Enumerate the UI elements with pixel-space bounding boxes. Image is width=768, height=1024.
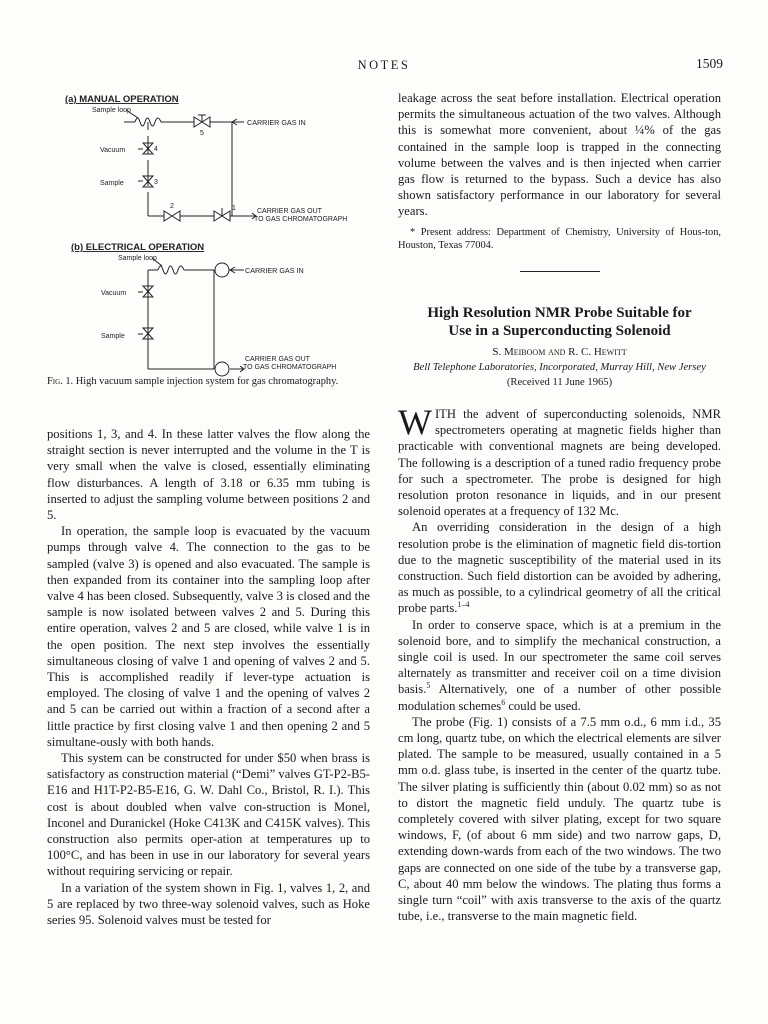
article-paragraph-2	[398, 519, 721, 616]
article-affiliation: Bell Telephone Laboratories, Incorporated, Murray Hill, New Jersey	[413, 362, 706, 373]
panel-b-to-gc-label: TO GAS CHROMATOGRAPH	[243, 364, 337, 371]
left-paragraph-4: In a variation of the system shown in Fig. 1, valves 1, 2, and 5 are replaced by two three-way solenoid valves, such as Hoke series 95. Solenoid valves must be tested for	[47, 880, 370, 928]
left-paragraph-3: This system can be constructed for under $50 when brass is satisfactory as construction material (“Demi” valves GT-P2-B5-E16 and H1T-P2-B5-E16, G. W. Dahl Co., Bristol, R. I.). This cost is about doubled when valve con-struction is Monel, Inconel and Duranickel (Hoke C413K and C415K valves). This construction also permits oper-ation at temperatures up to 100°C, and has been in use in our laboratory for several years without requiring servicing or repair.	[47, 751, 370, 879]
panel-b-solenoid-valve-top	[215, 263, 229, 277]
article-paragraph-3-text-c: could be used.	[505, 698, 581, 713]
left-paragraph-1: positions 1, 3, and 4. In these latter valves the flow along the straight section is never interrupted and the volume in the T is very small when the valve is closed, essentially eliminating flow disturbances. A length of 3.18 or 6.35 mm tubing is inserted to adjust the sampling volume between positions 2 and 5.	[47, 427, 370, 523]
drop-cap: W	[398, 402, 432, 442]
panel-b-carrier-in-label: CARRIER GAS IN	[245, 266, 304, 275]
right-column-continuation	[398, 90, 721, 220]
panel-a-sample-label: Sample	[100, 180, 124, 187]
article-paragraph-3-text-b: Alternatively, one of a number of other possible modulation schemes	[398, 682, 721, 713]
running-header-section: NOTES	[357, 58, 411, 72]
panel-b-carrier-in-arrow	[230, 267, 244, 273]
panel-a-valve-2	[164, 211, 180, 221]
panel-a-carrier-in-label: CARRIER GAS IN	[247, 118, 306, 127]
panel-b-vacuum-valve	[138, 286, 153, 297]
panel-a-valve-1-label: 1	[232, 205, 236, 212]
panel-b-sample-valve	[138, 328, 153, 339]
panel-a-valve-1	[214, 208, 230, 221]
article-paragraph-2-text: An overriding consideration in the design of a high resolution probe is the elimination of magnetic field dis-tortion due to the magnetic susceptibility of the material used in its construction. Such field distortion can be avoided by adhering, as much as possible, to a cylindrical geometry of all the critical probe parts.	[398, 520, 721, 616]
reference-superscript: 5	[426, 681, 431, 691]
panel-a-valve-2-label: 2	[170, 203, 174, 210]
panel-a-valve-5-label: 5	[200, 130, 204, 137]
panel-a-valve-5	[194, 115, 210, 127]
figure-1	[44, 84, 374, 394]
reference-superscript: 1–4	[457, 600, 470, 610]
panel-a-to-gc-label: TO GAS CHROMATOGRAPH	[254, 216, 348, 223]
panel-a-carrier-out-label: CARRIER GAS OUT	[257, 208, 322, 215]
article-paragraph-4: The probe (Fig. 1) consists of a 7.5 mm o.d., 6 mm i.d., 35 cm long, quartz tube, on which the electrical elements are silver plated. The sample to be measured, usually contained in a 5 mm o.d. glass tube, is inserted in the center of the quartz tube. The silver plating is sufficiently thin (about 0.02 mm) so as not to distort the magnetic field unduly. The quartz tube is completely covered with silver plating, except for two square windows, F, (of about 6 mm side) and two narrow gaps, D, extending down-wards from each of the two windows. The two gaps are connected on one side of the tube by a transverse gap, C, about 40 mm below the windows. The plating thus forms a single turn “coil” with axis transverse to the axis of the quartz tube, i.e., transverse to the main magnetic field.	[398, 714, 721, 924]
panel-b-loop-pointer	[152, 258, 162, 266]
figure-1-schematic	[44, 84, 374, 384]
footnote	[398, 226, 721, 252]
figure-1-caption	[47, 376, 377, 387]
panel-a-valve-3	[138, 176, 153, 187]
figure-1-caption-text: High vacuum sample injection system for gas chromatography.	[73, 376, 339, 387]
article-title-line-1: High Resolution NMR Probe Suitable for	[427, 305, 692, 321]
panel-b-vacuum-label: Vacuum	[101, 290, 127, 297]
panel-a-title: (a) MANUAL OPERATION	[65, 94, 179, 105]
panel-a-carrier-in-arrow	[232, 119, 244, 125]
panel-a-valve-4	[138, 143, 153, 154]
right-continuation-paragraph: leakage across the seat before installation. Electrical operation permits the simultaneous actuation of the two valves. Although this is somewhat more convenient, about ¼% of the gas contained in the sample loop is trapped in the connecting volume between the valves and is then injected when carrier gas flow is returned to the bypass. Such a device has also shown satisfactory performance in our laboratory for several years.	[398, 91, 721, 219]
left-column	[47, 426, 370, 928]
left-paragraph-2: In operation, the sample loop is evacuated by the vacuum pumps through valve 4. The connection to the gas to be sampled (valve 3) is opened and also evacuated. The sample is then expanded from its container into the sampling loop after valve 4 has been closed. Subsequently, valve 3 is closed and the sample is now isolated between valves 2 and 5. During this entire operation, valves 2 and 5 are closed, while valve 1 is in the open position. The next step involves the essentially simultaneous closing of valve 1 and opening of valves 2 and 5. This is accomplished readily if lever-type actuation is employed. The closing of valve 1 and the opening of valves 2 and 5 can be carried out within a fraction of a second after a little practice by first closing valve 1 and then opening 2 and 5 simultane-ously with both hands.	[47, 524, 370, 749]
panel-b-solenoid-valve-bottom	[215, 362, 229, 376]
footnote-text: * Present address: Department of Chemistry, University of Hous-ton, Houston, Texas 77004.	[398, 227, 721, 251]
panel-b-sample-label: Sample	[101, 333, 125, 340]
article-received-date: (Received 11 June 1965)	[506, 377, 613, 388]
article-body	[398, 402, 721, 925]
article-authors: S. Meiboom and R. C. Hewitt	[492, 346, 627, 358]
article-paragraph-1-text: ITH the advent of superconducting solenoids, NMR spectrometers operating at magnetic fields higher than practicable with conventional magnets are being developed. The following is a description of a tuned radio frequency probe for such a spectrometer. The probe is designed for high resolution proton resonance in liquids, and in our present solenoid operates at a frequency of 132 Mc.	[398, 407, 721, 519]
article-title	[398, 305, 721, 340]
reference-superscript: 6	[501, 697, 506, 707]
article-paragraph-1	[398, 402, 721, 519]
article-paragraph-3	[398, 617, 721, 714]
panel-b-carrier-out-label: CARRIER GAS OUT	[245, 356, 310, 363]
panel-b-loop-coil	[158, 266, 184, 274]
panel-a-valve-4-label: 4	[154, 146, 158, 153]
panel-b-sample-loop-label: Sample loop	[118, 255, 157, 262]
panel-a-vacuum-label: Vacuum	[100, 147, 126, 154]
panel-a-valve-3-label: 3	[154, 179, 158, 186]
figure-1-caption-label: Fig. 1.	[47, 376, 74, 387]
panel-b-title: (b) ELECTRICAL OPERATION	[71, 242, 205, 253]
panel-a-loop-pointer	[126, 110, 138, 118]
article-title-line-2: Use in a Superconducting Solenoid	[448, 322, 671, 339]
panel-a-sample-loop-label: Sample loop	[92, 107, 131, 114]
section-divider	[520, 271, 600, 272]
page-number: 1509	[696, 56, 723, 71]
article-paragraph-3-text-a: In order to conserve space, which is at a premium in the solenoid bore, and to simplify the mechanical construction, a single coil is used. In our spectrometer the same coil serves alternately as transmitter and receiver coil on a time division basis.	[398, 617, 721, 697]
